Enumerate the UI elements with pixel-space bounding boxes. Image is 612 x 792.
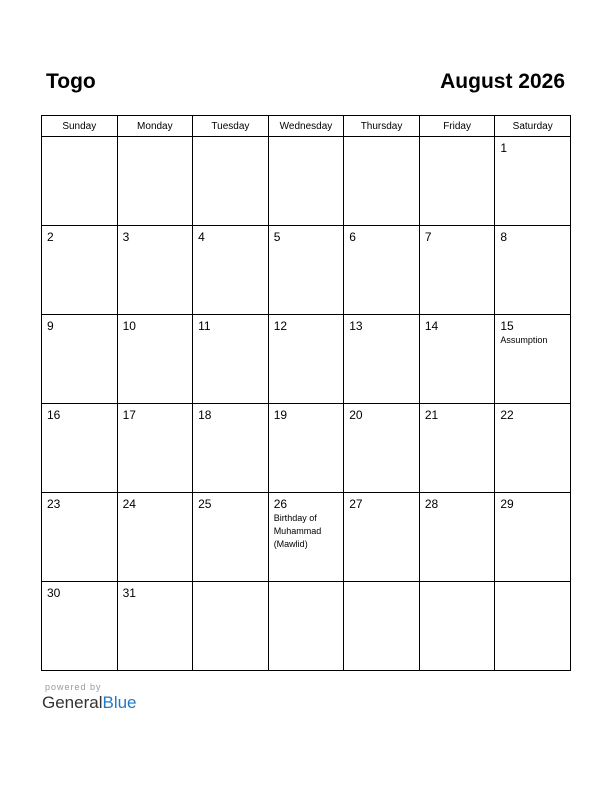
day-number: 6 [349,230,356,244]
day-number: 10 [122,319,136,333]
week-row [42,226,571,315]
day-number: 25 [198,497,212,511]
day-number: 26 [273,497,288,511]
day-cell [495,582,571,671]
day-number: 20 [349,408,363,422]
day-cell [344,404,420,493]
day-number [193,582,268,586]
day-cell [268,582,344,671]
day-cell [193,137,269,226]
day-cell [193,404,269,493]
day-number: 19 [273,408,288,422]
day-cell [117,493,193,582]
brand-blue-text: Blue [102,693,137,712]
weekday-header: Saturday [495,116,571,137]
weekday-header: Thursday [344,116,420,137]
day-cell [268,226,344,315]
weekday-header: Sunday [42,116,118,137]
day-cell [117,226,193,315]
day-cell [42,137,118,226]
day-number [344,137,419,141]
day-number: 4 [198,230,205,244]
month-year-title: August 2026 [440,70,565,93]
day-number: 13 [349,319,363,333]
day-number: 11 [198,319,211,333]
day-cell [495,404,571,493]
day-number: 27 [349,497,363,511]
day-number [118,137,193,141]
day-cell [268,137,344,226]
day-cell [193,493,269,582]
day-number: 18 [198,408,212,422]
day-cell [117,315,193,404]
day-number: 23 [47,497,61,511]
brand-general-text: General [42,693,103,712]
day-number: 16 [47,408,61,422]
weekday-header-row [42,116,571,137]
generalblue-logo[interactable] [42,693,137,713]
day-number: 28 [424,497,439,511]
day-cell [193,226,269,315]
day-number: 1 [500,141,508,155]
day-cell [268,493,344,582]
calendar-grid [41,115,571,671]
day-number: 21 [424,408,439,422]
day-cell [193,582,269,671]
day-number [495,582,570,586]
day-number [420,582,495,586]
day-number: 22 [500,408,514,422]
day-cell [344,582,420,671]
day-cell [495,137,571,226]
day-cell [268,315,344,404]
day-cell [419,582,495,671]
weekday-header: Tuesday [193,116,269,137]
day-cell [42,315,118,404]
day-number: 14 [424,319,439,333]
day-cell [268,404,344,493]
day-number [193,137,268,141]
day-cell [193,315,269,404]
day-number: 31 [122,586,136,600]
day-cell [419,404,495,493]
day-cell [344,137,420,226]
day-number [420,137,495,141]
day-cell [495,315,571,404]
day-number: 17 [122,408,136,422]
weekday-header: Wednesday [268,116,344,137]
day-cell [42,226,118,315]
weekday-header: Friday [419,116,495,137]
day-cell [117,137,193,226]
day-cell [419,493,495,582]
day-number [269,582,344,586]
day-number [269,137,344,141]
day-cell [419,137,495,226]
weekday-header: Monday [117,116,193,137]
day-cell [495,226,571,315]
day-number [42,137,117,141]
day-cell [344,315,420,404]
week-row [42,404,571,493]
day-number: 3 [122,230,130,244]
day-number: 7 [424,230,432,244]
day-number: 29 [500,497,514,511]
day-cell [117,404,193,493]
powered-by-text: powered by [45,682,102,692]
day-cell [419,315,495,404]
day-cell [42,404,118,493]
day-cell [42,493,118,582]
week-row [42,137,571,226]
day-number: 24 [122,497,136,511]
day-number: 9 [47,319,54,333]
day-cell [419,226,495,315]
country-title: Togo [46,70,96,93]
day-number: 8 [500,230,508,244]
day-cell [344,226,420,315]
week-row [42,493,571,582]
day-number: 15 [500,319,514,333]
day-number: 30 [47,586,61,600]
holiday-label: Assumption [500,335,548,345]
day-cell [117,582,193,671]
week-row [42,315,571,404]
holiday-label: Birthday of Muhammad (Mawlid) [273,513,322,549]
day-number [344,582,419,586]
day-number: 5 [273,230,281,244]
week-row [42,582,571,671]
day-cell [344,493,420,582]
day-number: 2 [47,230,54,244]
day-cell [42,582,118,671]
day-number: 12 [273,319,288,333]
day-cell [495,493,571,582]
